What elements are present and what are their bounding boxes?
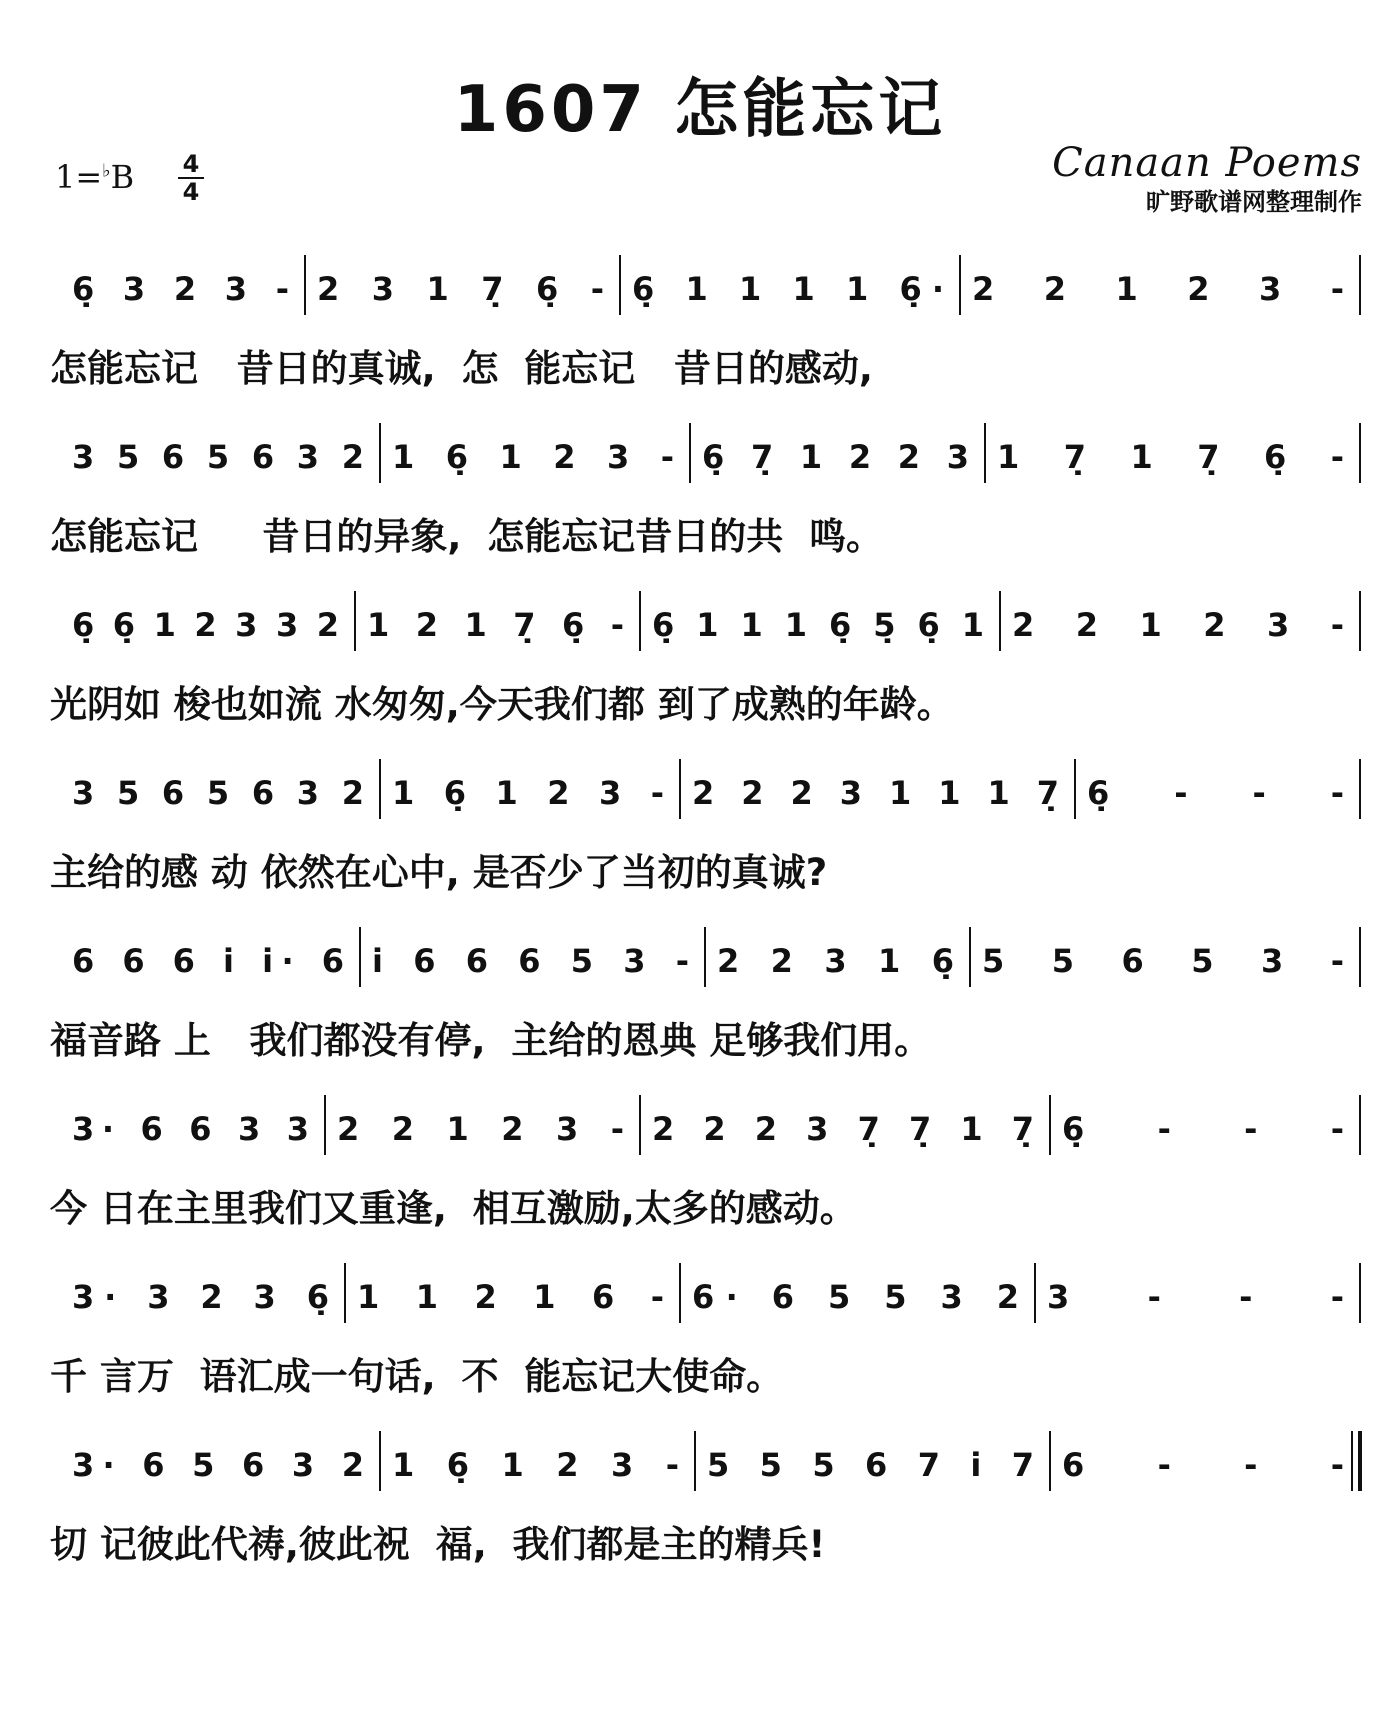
measure-notes: 2 2 1 2 3 - — [972, 270, 1344, 308]
meter-top: 4 — [182, 150, 200, 178]
key-prefix: 1= — [55, 158, 103, 196]
measure-notes: 2 2 1 2 3 - — [337, 1110, 624, 1148]
measure-notes: 6 6 6 i̇ i̇· 6 — [72, 942, 344, 980]
measure-notes: 6̣ 7̣ 1 2 2 3 — [702, 438, 969, 476]
measure-notes: 2 2 3 1 6̣ — [717, 942, 954, 980]
measure-notes: 3· 3 2 3 6̣ — [72, 1278, 329, 1316]
measure-notes: 1 6̣ 1 2 3 - — [392, 774, 664, 812]
lyrics-line: 福音路 上 我们都没有停, 主给的恩典 足够我们用。 — [50, 1019, 932, 1062]
measure-notes: 6· 6 5 5 3 2 — [692, 1278, 1019, 1316]
credit-logo-text: Canaan Poems — [1052, 140, 1362, 186]
measure-notes: 3 5 6 5 6 3 2 — [72, 774, 364, 812]
lyrics-line: 今 日在主里我们又重逢, 相互激励,太多的感动。 — [50, 1187, 857, 1230]
measure-notes: 1 1 2 1 6 - — [357, 1278, 664, 1316]
measure-notes: 1 6̣ 1 2 3 - — [392, 1446, 679, 1484]
measure-notes: 6̣ 1 1 1 1 6̣· — [632, 270, 944, 308]
measure-notes: 6̣ 3 2 3 - — [72, 270, 289, 308]
measure-notes: 1 7̣ 1 7̣ 6̣ - — [997, 438, 1344, 476]
measure-notes: 6̣ - - - — [1087, 774, 1344, 812]
credit-maker: 旷野歌谱网整理制作 — [1146, 188, 1362, 216]
lyrics-line: 千 言万 语汇成一句话, 不 能忘记大使命。 — [50, 1355, 784, 1398]
lyrics-line: 切 记彼此代祷,彼此祝 福, 我们都是主的精兵! — [50, 1523, 826, 1566]
lyrics-line: 怎能忘记 昔日的异象, 怎能忘记昔日的共 鸣。 — [50, 515, 883, 558]
measure-notes: 3 - - - — [1047, 1278, 1344, 1316]
measure-notes: 2 3 1 7̣ 6̣ - — [317, 270, 604, 308]
key-letter: B — [110, 158, 135, 196]
measure-notes: 6̣ - - - — [1062, 1110, 1344, 1148]
measure-notes: 2 2 1 2 3 - — [1012, 606, 1344, 644]
measure-notes: 5 5 5 6 7 i̇ 7 — [707, 1446, 1034, 1484]
measure-notes: 6̣ 6̣ 1 2 3 3 2 — [72, 606, 339, 644]
measure-notes: 1 6̣ 1 2 3 - — [392, 438, 674, 476]
measure-notes: 2 2 2 3 1 1 1 7̣ — [692, 774, 1059, 812]
measure-notes: 5 5 6 5 3 - — [982, 942, 1344, 980]
lyrics-line: 光阴如 梭也如流 水匆匆,今天我们都 到了成熟的年龄。 — [50, 683, 954, 726]
measure-notes: 3· 6 6 3 3 — [72, 1110, 309, 1148]
measure-notes: 1 2 1 7̣ 6̣ - — [367, 606, 624, 644]
measure-notes: 3· 6 5 6 3 2 — [72, 1446, 364, 1484]
measure-notes: 6̣ 1 1 1 6̣ 5̣ 6̣ 1 — [652, 606, 984, 644]
song-title: 1607 怎能忘记 — [453, 73, 947, 147]
measure-notes: 2 2 2 3 7̣ 7̣ 1 7̣ — [652, 1110, 1034, 1148]
lyrics-line: 主给的感 动 依然在心中, 是否少了当初的真诚? — [50, 851, 828, 894]
measure-notes: i̇ 6 6 6 5 3 - — [372, 942, 689, 980]
flat-sign: ♭ — [102, 160, 111, 182]
lyrics-line: 怎能忘记 昔日的真诚, 怎 能忘记 昔日的感动, — [50, 347, 873, 390]
meter-bottom: 4 — [182, 178, 200, 206]
measure-notes: 3 5 6 5 6 3 2 — [72, 438, 364, 476]
measure-notes: 6 - - - — [1062, 1446, 1344, 1484]
